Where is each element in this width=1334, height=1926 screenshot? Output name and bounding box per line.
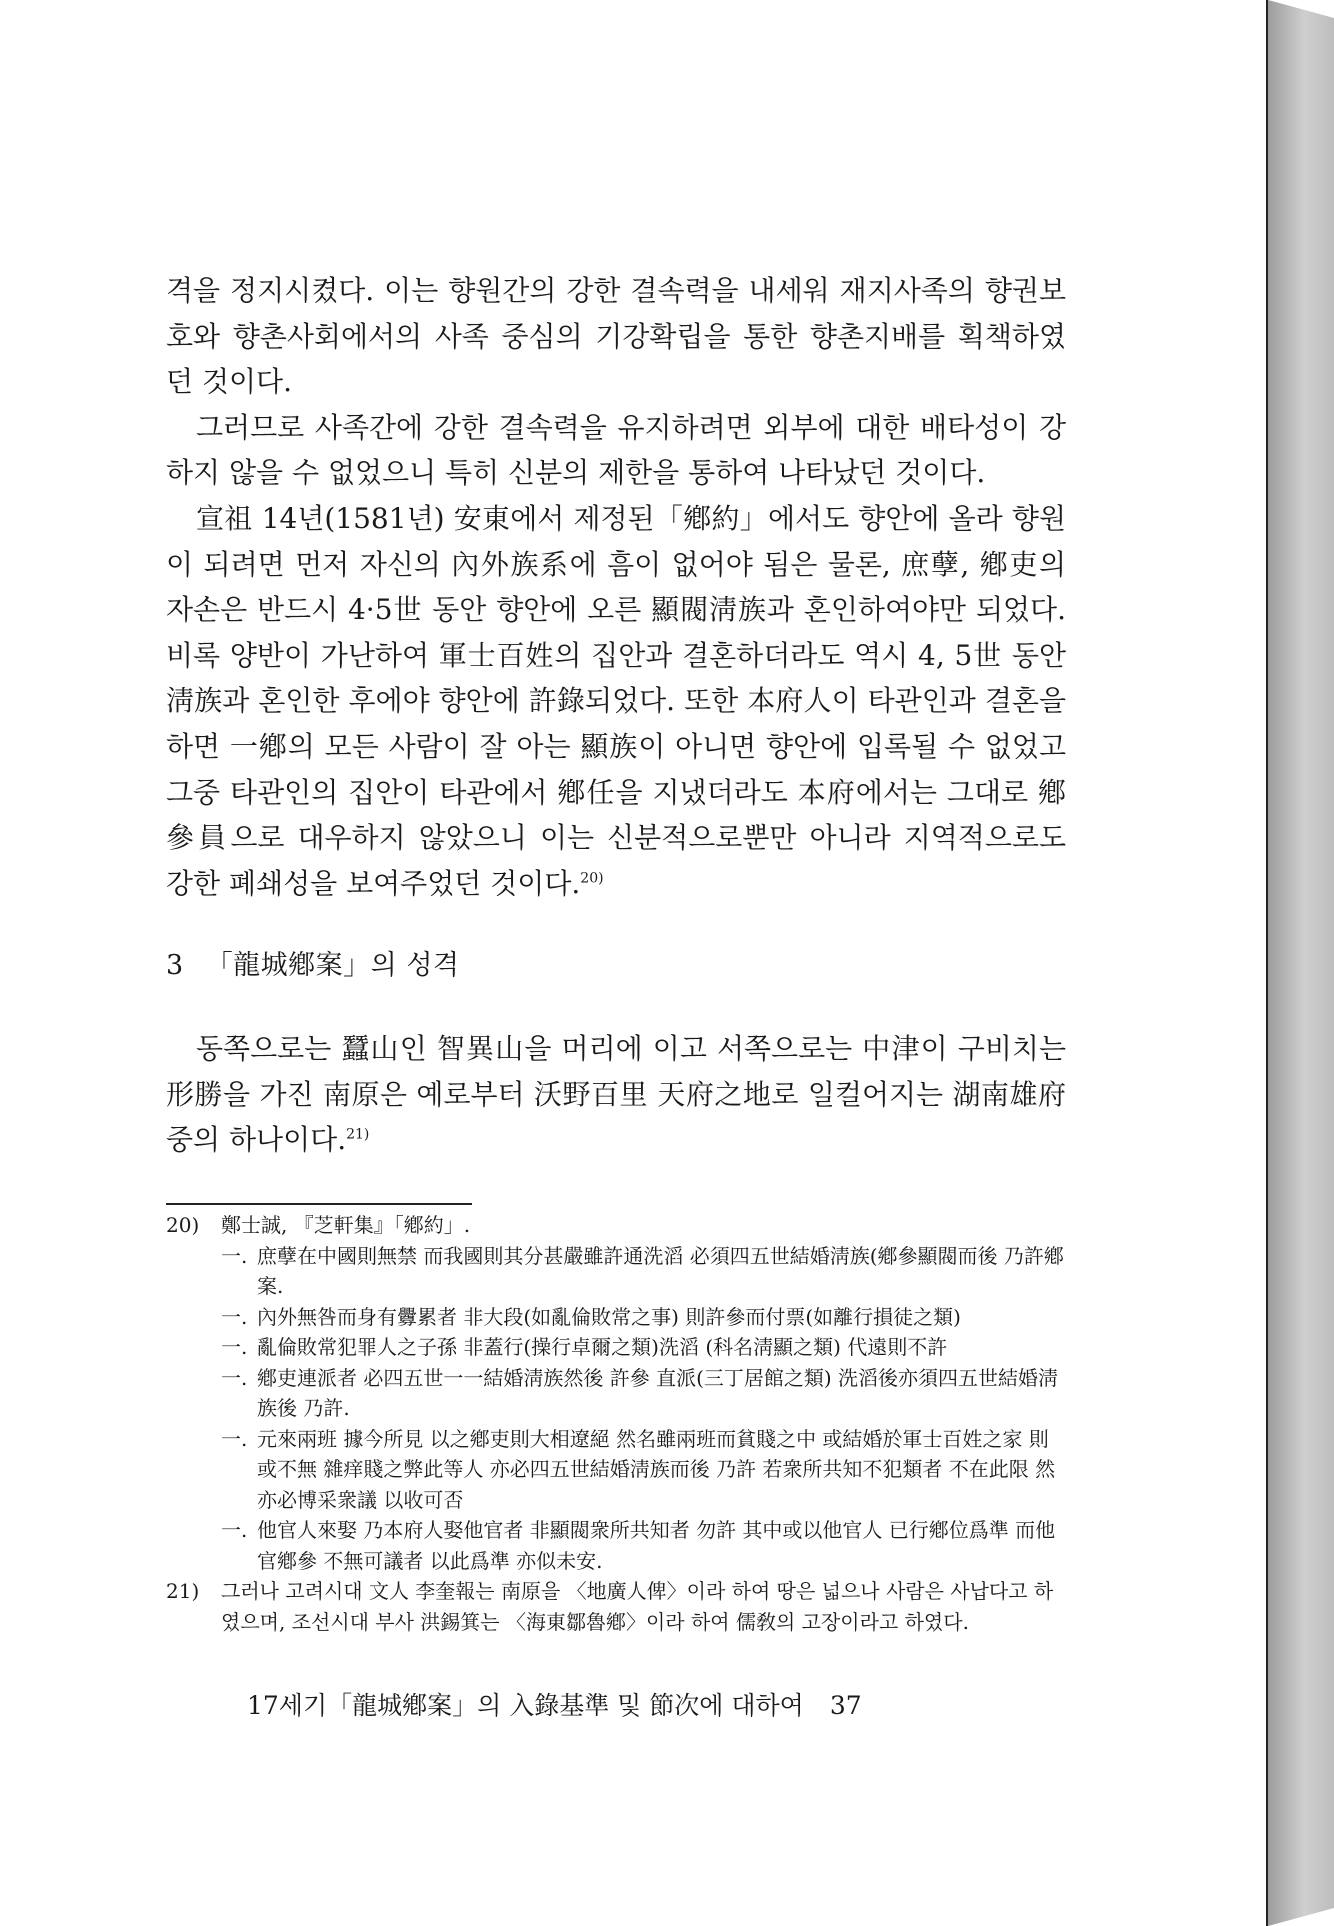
item-text: 他官人來娶 乃本府人娶他官者 非顯閥衆所共知者 勿許 其中或以他官人 已行鄕位爲準 而他官鄕參 不無可議者 以此爲準 亦似未安.: [257, 1518, 1056, 1573]
section-heading: [166, 946, 1066, 986]
footnote-item: [221, 1424, 1066, 1516]
paragraph-text: 격을 정지시켰다. 이는 향원간의 강한 결속력을 내세워 재지사족의 향권보호와 향촌사회에서의 사족 중심의 기강확립을 통한 향촌지배를 획책하였던 것이다.: [166, 274, 1066, 399]
footnote-item: [221, 1241, 1066, 1302]
paragraph: [166, 405, 1066, 496]
section-body: [166, 1026, 1066, 1163]
footnotes: [166, 1210, 1066, 1637]
footnote-text: 그러나 고려시대 文人 李奎報는 南原을 〈地廣人俾〉이라 하여 땅은 넓으나 사람은 사납다고 하였으며, 조선시대 부사 洪錫箕는 〈海東鄒魯鄕〉이라 하여 儒敎의 고장이라고 하였다.: [221, 1579, 1054, 1634]
footnote-rule: [166, 1203, 472, 1205]
running-footer: [247, 1688, 1037, 1724]
running-title: 17세기「龍城鄕案」의 入錄基準 및 節次에 대하여: [247, 1691, 804, 1720]
footnote-ref: 20): [580, 870, 604, 887]
item-marker: 一.: [221, 1304, 248, 1329]
footnote-item: [221, 1302, 1066, 1333]
item-marker: 一.: [221, 1426, 248, 1451]
footnote-ref: 21): [346, 1126, 370, 1143]
body-text: [166, 268, 1066, 906]
page-stack-edge: [1268, 0, 1334, 1926]
item-text: 元來兩班 據今所見 以之鄕吏則大相遼絕 然名雖兩班而貧賤之中 或結婚於軍士百姓之家 則或不無 雜痒賤之弊此等人 亦必四五世結婚淸族而後 乃許 若衆所共知不犯類者 不在此限 然亦必博采衆議 以收可否: [257, 1426, 1056, 1512]
paragraph-text: 동쪽으로는 蠶山인 智異山을 머리에 이고 서쪽으로는 中津이 구비치는 形勝을 가진 南原은 예로부터 沃野百里 天府之地로 일컬어지는 湖南雄府 중의 하나이다.: [166, 1032, 1066, 1157]
section-number: 3: [166, 950, 184, 981]
section-title: 「龍城鄕案」의 성격: [205, 950, 460, 981]
item-marker: 一.: [221, 1243, 248, 1268]
paragraph: [166, 496, 1066, 906]
footnote-number: 21): [166, 1579, 200, 1603]
paragraph: [166, 268, 1066, 405]
paragraph-text: 宣祖 14년(1581년) 安東에서 제정된「鄕約」에서도 향안에 올라 향원이 되려면 먼저 자신의 內外族系에 흠이 없어야 됨은 물론, 庶孽, 鄕吏의 자손은 반드시 4·5世 동안 향안에 오른 顯閥淸族과 혼인하여야만 되었다. 비록 양반이 가난하여 軍士百姓의 집안과 결혼하더라도 역시 4, 5世 동안 淸族과 혼인한 후에야 향안에 許錄되었다. 또한 本府人이 타관인과 결혼을 하면 一鄕의 모든 사람이 잘 아는 顯族이 아니면 향안에 입록될 수 없었고 그중 타관인의 집안이 타관에서 鄕任을 지냈더라도 本府에서는 그대로 鄕參員으로 대우하지 않았으니 이는 신분적으로뿐만 아니라 지역적으로도 강한 폐쇄성을 보여주었던 것이다.: [166, 501, 1066, 900]
page-number: 37: [829, 1691, 862, 1720]
footnote-source: 鄭士誠, 『芝軒集』「鄕約」.: [221, 1213, 471, 1237]
footnote-number: 20): [166, 1213, 200, 1237]
paragraph-text: 그러므로 사족간에 강한 결속력을 유지하려면 외부에 대한 배타성이 강하지 않을 수 없었으니 특히 신분의 제한을 통하여 나타났던 것이다.: [166, 410, 1066, 490]
footnote-item: [221, 1332, 1066, 1363]
paragraph: [166, 1026, 1066, 1163]
item-marker: 一.: [221, 1335, 248, 1359]
footnote-20: [166, 1210, 1066, 1241]
footnote-21: [166, 1576, 1066, 1637]
item-text: 鄕吏連派者 必四五世一一結婚淸族然後 許參 直派(三丁居館之類) 洗滔後亦須四五世結婚淸族後 乃許.: [257, 1365, 1059, 1420]
item-marker: 一.: [221, 1518, 248, 1542]
item-text: 庶孽在中國則無禁 而我國則其分甚嚴雖許通洗滔 必須四五世結婚淸族(鄕參顯閥而後 乃許鄕案.: [257, 1243, 1064, 1298]
footnote-item: [221, 1363, 1066, 1424]
item-marker: 一.: [221, 1365, 248, 1390]
footnote-item: [221, 1515, 1066, 1576]
item-text: 亂倫敗常犯罪人之子孫 非蓋行(操行卓爾之類)洗滔 (科名淸顯之類) 代遠則不許: [257, 1335, 948, 1359]
item-text: 內外無咎而身有釁累者 非大段(如亂倫敗常之事) 則許參而付票(如離行損徒之類): [257, 1304, 961, 1329]
